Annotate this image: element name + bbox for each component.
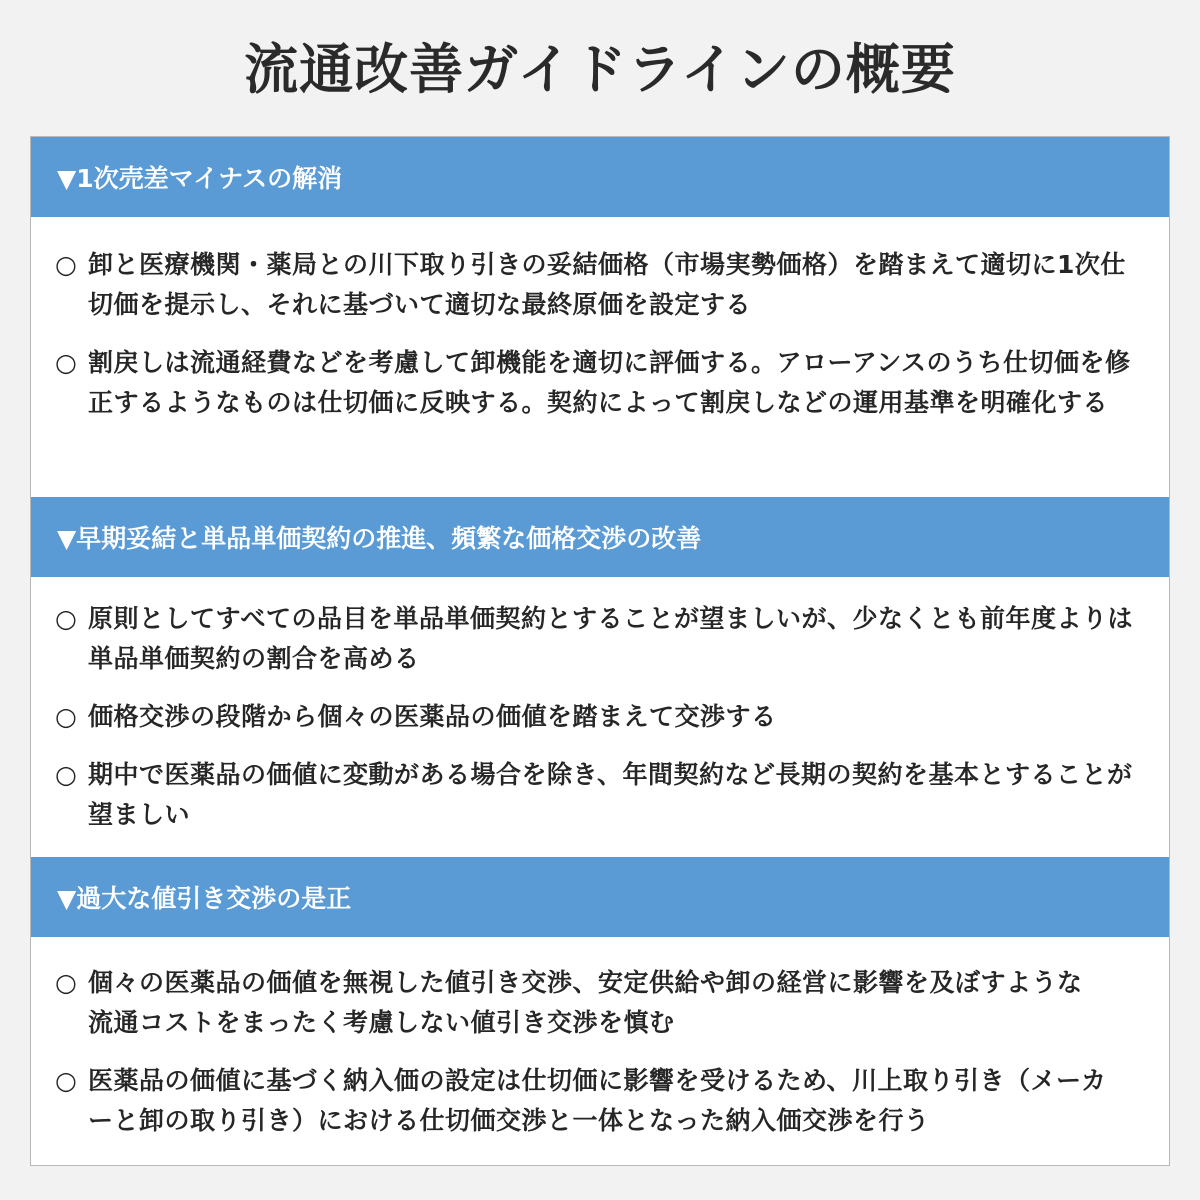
circle-bullet-icon: ○ [55,250,78,279]
section-items-early-settlement [31,599,1169,853]
circle-bullet-icon: ○ [55,968,78,997]
section-header-first-sales-margin: ▼1次売差マイナスの解消 [31,137,1169,217]
list-item: ○ 期中で医薬品の価値に変動がある場合を除き、年間契約など長期の契約を基本とすることが望ましい [55,755,1149,835]
section-items-excessive-discount [31,963,1169,1159]
list-item: ○ 割戻しは流通経費などを考慮して卸機能を適切に評価する。アローアンスのうち仕切価を修正するようなものは仕切価に反映する。契約によって割戻しなどの運用基準を明確化する [55,343,1149,423]
section-items-first-sales-margin [31,245,1169,441]
list-item: ○ 卸と医療機関・薬局との川下取り引きの妥結価格（市場実勢価格）を踏まえて適切に1次仕切価を提示し、それに基づいて適切な最終原価を設定する [55,245,1149,325]
section-header-early-settlement: ▼早期妥結と単品単価契約の推進、頻繁な価格交渉の改善 [31,497,1169,577]
list-item: ○ 個々の医薬品の価値を無視した値引き交渉、安定供給や卸の経営に影響を及ぼすような流通コストをまったく考慮しない値引き交渉を慎む [55,963,1149,1043]
page-title: 流通改善ガイドラインの概要 [244,38,956,101]
circle-bullet-icon: ○ [55,1066,78,1095]
circle-bullet-icon: ○ [55,702,78,731]
circle-bullet-icon: ○ [55,760,78,789]
circle-bullet-icon: ○ [55,604,78,633]
guideline-panel [30,136,1170,1166]
list-item: ○ 原則としてすべての品目を単品単価契約とすることが望ましいが、少なくとも前年度よりは単品単価契約の割合を高める [55,599,1149,679]
list-item: ○ 価格交渉の段階から個々の医薬品の価値を踏まえて交渉する [55,697,1149,737]
circle-bullet-icon: ○ [55,348,78,377]
list-item: ○ 医薬品の価値に基づく納入価の設定は仕切価に影響を受けるため、川上取り引き（メーカーと卸の取り引き）における仕切価交渉と一体となった納入価交渉を行う [55,1061,1149,1141]
section-header-excessive-discount: ▼過大な値引き交渉の是正 [31,857,1169,937]
